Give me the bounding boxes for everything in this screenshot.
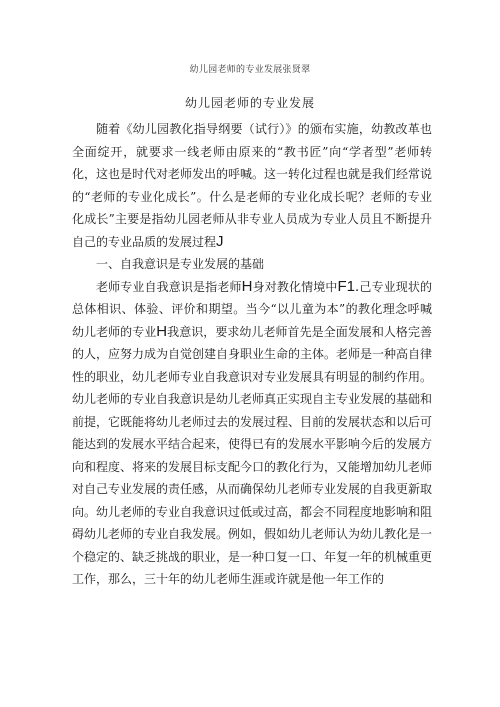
paragraph-intro-text: 随着《幼儿园教化指导纲要（试行）》的颁布实施，幼教改革也全面绽开，就要求一线老师由原来的“教书匠”向“学者型”老师转化，这也是时代对老师发出的呼喊。这一转化过程也就是我们经常说的“老师的专业化成长”。什么是老师的专业化成长呢？老师的专业化成长”主要是指幼儿园老师从非专业人员成为专业人员且不断提升自己的专业品质的发展过程 [72, 122, 433, 249]
paragraph-glyph-1: H [241, 277, 253, 295]
document-title: 幼儿园老师的专业发展 [184, 96, 315, 110]
document-body [72, 118, 432, 591]
paragraph-seg-2: 身对教化情境中 [252, 279, 338, 294]
paragraph-intro-glyph: J [216, 232, 224, 250]
running-header: 幼儿园老师的专业发展张贤翠 [189, 65, 311, 75]
paragraph-seg-3: 己专业现状的总体相识、体验、评价和期望。当今“以儿童为本”的教化理念呼喊幼儿老师的专业 [72, 279, 432, 339]
paragraph-intro [72, 118, 432, 253]
paragraph-glyph-2: F1. [337, 277, 360, 295]
paragraph-glyph-3: H [156, 322, 168, 340]
paragraph-seg-4: 我意识，要求幼儿老师首先是全面发展和人格完善的人，应努力成为自觉创建自身职业生命的主体。老师是一种高自律性的职业，幼儿老师专业自我意识对专业发展具有明显的制约作用。幼儿老师的专业自我意识是幼儿老师真正实现自主专业发展的基础和前提，它既能将幼儿老师过去的发展过程、目前的发展状态和以后可能达到的发展水平结合起来，使得已有的发展水平影响今后的发展方向和程度、将来的发展目标支配今口的教化行为，又能增加幼儿老师对自己专业发展的责任感，从而确保幼儿老师专业发展的自我更新取向。幼儿老师的专业自我意识过低或过高，都会不同程度地影响和阻碍幼儿老师的专业自我发展。例如，假如幼儿老师认为幼儿教化是一个稳定的、缺乏挑战的职业，是一种口复一口、年复一年的机械重更工作，那么，三十年的幼儿老师生涯或许就是他一年工作的 [72, 324, 433, 586]
paragraph-seg-1: 老师专业自我意识是指老师 [96, 279, 242, 294]
section-heading-1: 一、自我意识是专业发展的基础 [96, 257, 265, 271]
paragraph-self-awareness [72, 276, 432, 591]
